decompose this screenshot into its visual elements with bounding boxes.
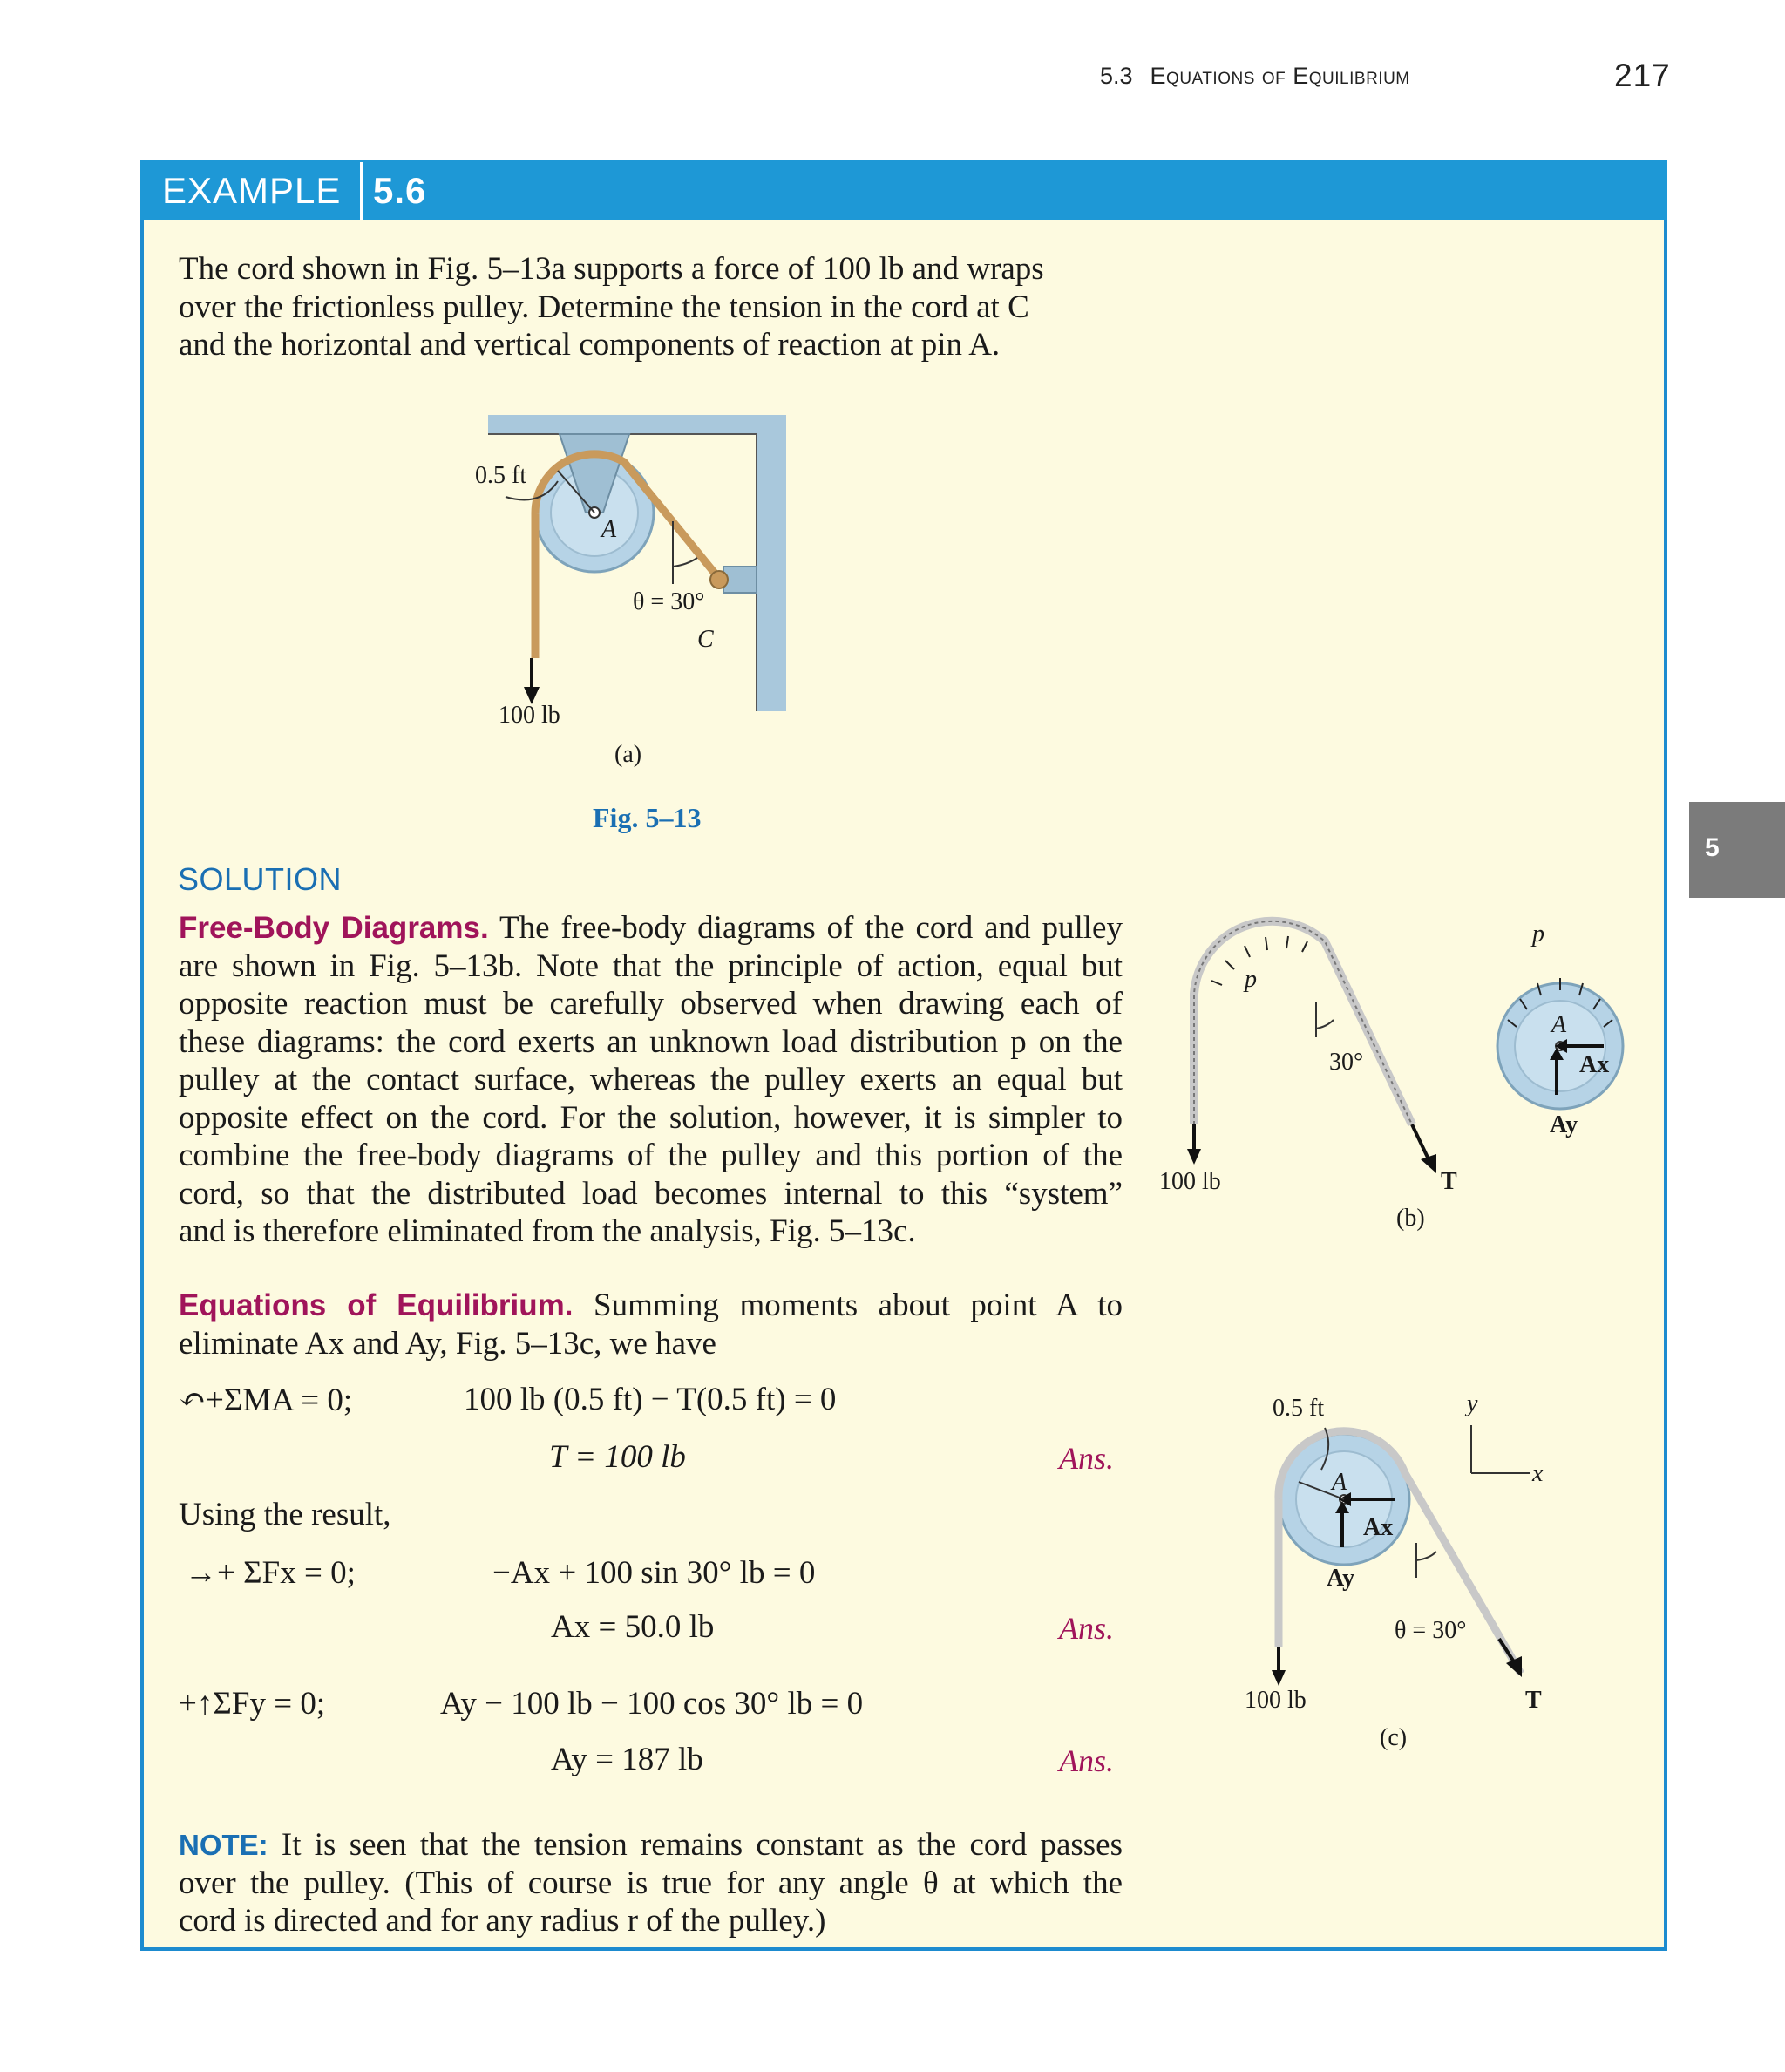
figure-c [1238,1386,1534,1717]
fig-c-tension-label: T [1525,1687,1542,1714]
fbd-line-text: The free-body diagrams of the cord and pulley [499,910,1123,946]
fig-c-load-label: 100 lb [1245,1687,1307,1714]
problem-statement [179,250,1111,364]
fig-a-load-label: 100 lb [499,702,560,729]
fig-c-ay-label: Ay [1327,1565,1355,1592]
ans-label: Ans. [1059,1743,1114,1778]
chapter-tab-number: 5 [1705,833,1720,862]
point-c-anchor [710,571,728,588]
eq-line [179,1287,1123,1325]
problem-line: The cord shown in Fig. 5–13a supports a force of 100 lb and wraps [179,251,1044,287]
fy-result: Ay = 187 lb [551,1742,703,1777]
fbd-line: cord, so that the distributed load becomes internal to this “system” [179,1175,1123,1212]
fig-b-ax-label: Ax [1579,1051,1610,1078]
fig-b-p-left: p [1245,966,1257,993]
eq-line: eliminate Ax and Ay, Fig. 5–13c, we have [179,1325,716,1362]
fbd-line: combine the free-body diagrams of the pulley and this portion of the [179,1138,1123,1173]
fbd-line: these diagrams: the cord exerts an unknown load distribution p on the [179,1023,1123,1060]
note-paragraph [179,1826,1123,1940]
eq-line-text: Summing moments about point A to [594,1287,1123,1323]
fig-b-load-label: 100 lb [1159,1168,1221,1195]
problem-line: and the horizontal and vertical components of reaction at pin A. [179,327,1001,363]
moment-condition: ↶+ΣMA = 0; [179,1382,353,1418]
fig-b-angle-label: 30° [1329,1049,1364,1076]
example-number: 5.6 [373,170,427,211]
ans-label: Ans. [1059,1611,1114,1646]
ceiling-support [488,415,784,434]
figure-caption: Fig. 5–13 [593,802,702,833]
fbd-line [179,909,1123,948]
fig-c-panel-label: (c) [1380,1724,1408,1751]
eq-keyword: Equations of Equilibrium. [179,1288,574,1322]
fig-a-panel-label: (a) [614,741,642,768]
using-result: Using the result, [179,1497,391,1532]
fig-c-radius-label: 0.5 ft [1273,1395,1325,1422]
example-word: EXAMPLE [162,170,342,211]
fy-condition: +↑ΣFy = 0; [179,1686,326,1722]
fig-a-angle-label: θ = 30° [633,588,705,615]
fig-a-point-label: C [697,626,714,653]
fx-equation: −Ax + 100 sin 30° lb = 0 [492,1555,816,1591]
fig-b-tension-label: T [1441,1168,1457,1195]
fbd-line: opposite effect on the cord. For the solution, however, it is simpler to [179,1099,1123,1136]
fig-a-pin-label: A [601,516,617,543]
example-title-band [140,160,1667,220]
fy-equation: Ay − 100 lb − 100 cos 30° lb = 0 [440,1686,864,1722]
moment-equation: 100 lb (0.5 ft) − T(0.5 ft) = 0 [464,1382,837,1417]
fbd-keyword: Free-Body Diagrams. [179,911,489,945]
fig-a-radius-label: 0.5 ft [475,462,527,489]
fig-b-pin-label: A [1551,1011,1567,1038]
page-number: 217 [1614,58,1671,93]
problem-line: over the frictionless pulley. Determine the tension in the cord at C [179,289,1029,325]
section-number: 5.3 [1100,63,1133,89]
note-line-text: It is seen that the tension remains constant as the cord passes [281,1827,1123,1863]
note-line: cord is directed and for any radius r of the pulley.) [179,1903,826,1939]
distributed-load-arrows [1211,936,1307,985]
fbd-line: pulley at the contact surface, whereas the pulley exerts an equal but [179,1062,1123,1097]
note-line: over the pulley. (This of course is true for any angle θ at which the [179,1865,1123,1901]
fx-result: Ax = 50.0 lb [551,1609,715,1645]
fig-c-x-axis: x [1532,1460,1544,1487]
moment-result: T = 100 lb [549,1439,686,1475]
fbd-paragraph [179,909,1123,1251]
fbd-line: are shown in Fig. 5–13b. Note that the principle of action, equal but [179,948,1123,984]
fbd-line: and is therefore eliminated from the analysis, Fig. 5–13c. [179,1213,916,1249]
fig-b-panel-label: (b) [1396,1205,1425,1232]
fig-c-angle-label: θ = 30° [1395,1617,1467,1644]
figure-b-cord [1150,898,1464,1194]
fig-b-ay-label: Ay [1550,1111,1578,1138]
fig-b-p-right: p [1532,921,1544,948]
running-header [1100,63,1410,90]
fx-condition: →+ ΣFx = 0; [185,1555,356,1591]
wall-support [757,415,786,711]
fbd-line: opposite reaction must be carefully observed when drawing each of [179,986,1123,1022]
equilibrium-paragraph [179,1287,1123,1362]
note-keyword: NOTE: [179,1829,268,1861]
section-title: Equations of Equilibrium [1150,63,1410,89]
note-line [179,1826,1123,1865]
solution-heading: SOLUTION [178,861,343,897]
chapter-tab [1689,802,1785,898]
fig-c-ax-label: Ax [1363,1514,1394,1541]
ans-label: Ans. [1059,1441,1114,1476]
fig-c-pin-label: A [1332,1469,1347,1496]
fig-c-y-axis: y [1467,1390,1478,1417]
example-divider [360,162,363,220]
